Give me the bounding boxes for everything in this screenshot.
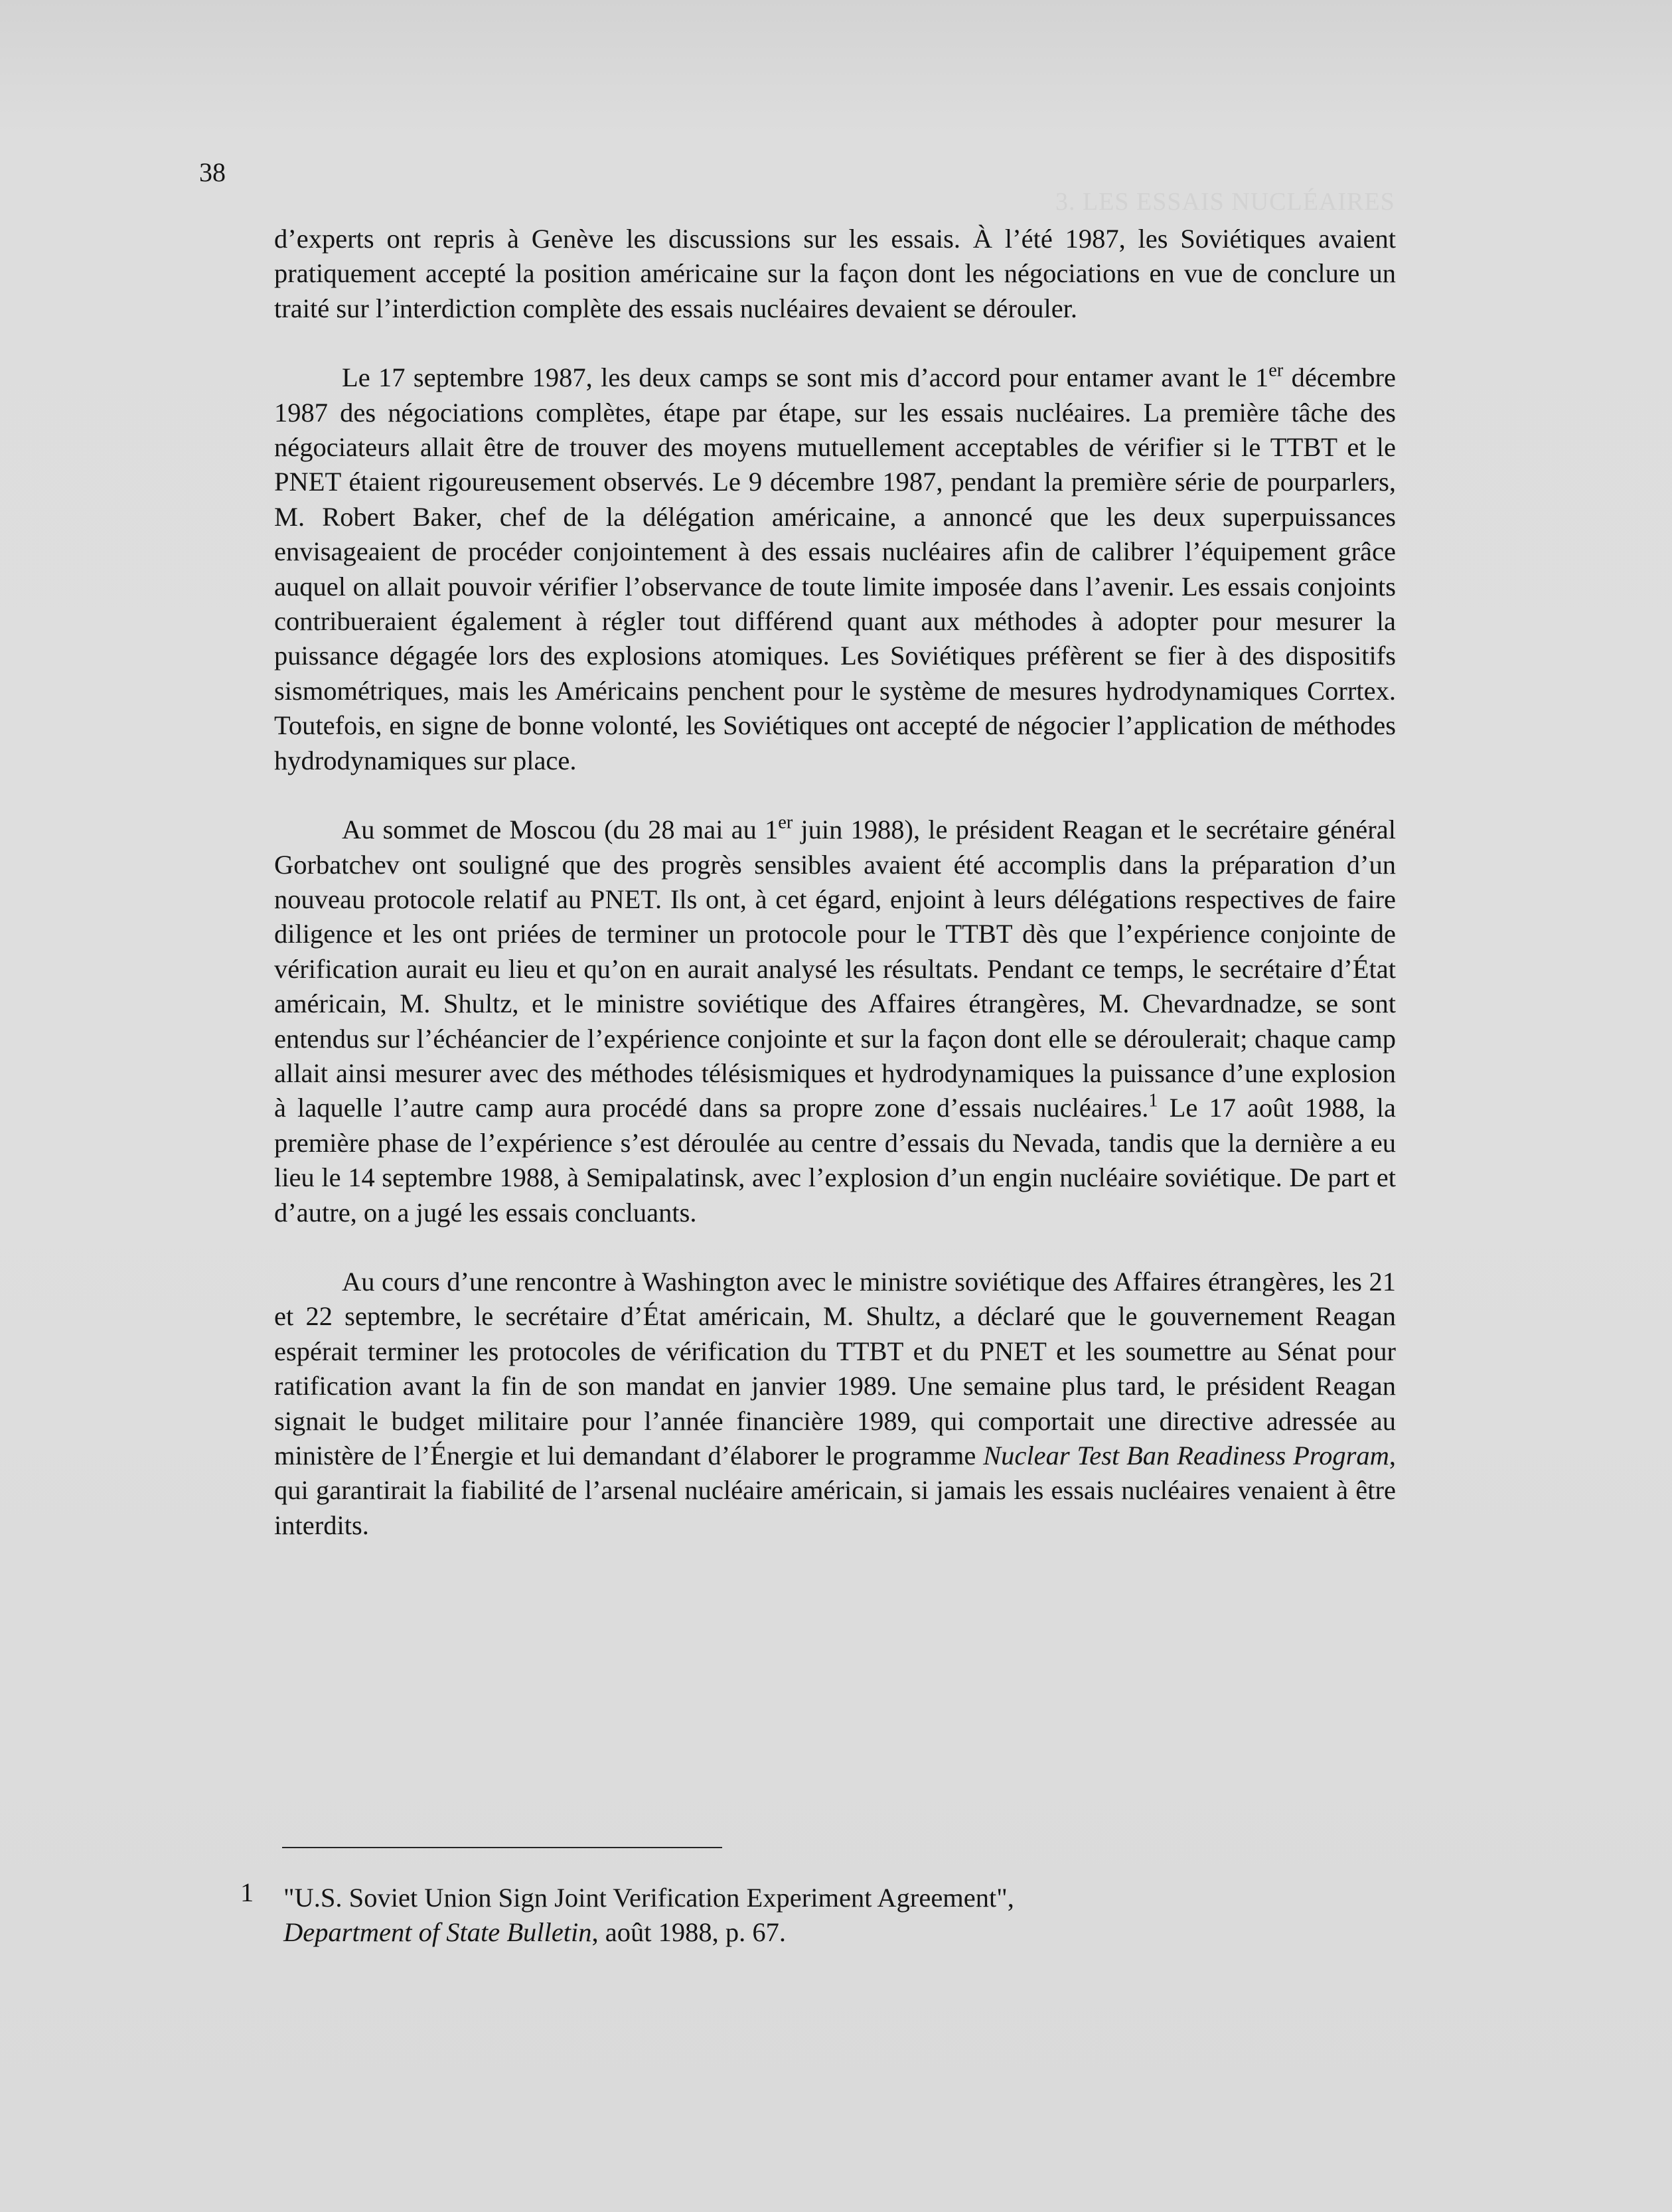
text-run: , qui garantirait la fiabilité de l’arsenal nucléaire américain, si jamais les essais nucléaires venaient à être interdits. — [274, 1441, 1396, 1540]
page-number: 38 — [199, 157, 226, 187]
paragraph-3 — [274, 813, 1396, 1230]
footnote-line-1: "U.S. Soviet Union Sign Joint Verification Experiment Agreement", — [283, 1883, 1014, 1913]
body-text — [274, 222, 1396, 1543]
bleed-through-heading: 3. LES ESSAIS NUCLÉAIRES — [1055, 188, 1395, 216]
superscript: er — [1268, 360, 1284, 381]
text-run: Au cours d’une rencontre à Washington avec le ministre soviétique des Affaires étrangères, les 21 et 22 septembre, le secrétaire d’État américain, M. Shultz, a déclaré que le gouvernement Reagan espérait terminer les protocoles de vérification du TTBT et du PNET et les soumettre au Sénat pour ratification avant la fin de son mandat en janvier 1989. Une semaine plus tard, le président Reagan signait le budget militaire pour l’année financière 1989, qui comportait une directive adressée au ministère de l’Énergie et lui demandant d’élaborer le programme — [274, 1266, 1396, 1470]
text-run: d’experts ont repris à Genève les discussions sur les essais. À l’été 1987, les Soviétiques avaient pratiquement accepté la position américaine sur la façon dont les négociations en vue de conclure un traité sur l’interdiction complète des essais nucléaires devaient se dérouler. — [274, 224, 1396, 323]
footnote-source-details: , août 1988, p. 67. — [591, 1917, 787, 1948]
superscript: er — [778, 812, 793, 833]
paragraph-1 — [274, 222, 1396, 326]
footnote-marker: 1 — [240, 1877, 254, 1907]
footnote-text — [283, 1881, 1014, 1950]
footnote-source-title: Department of State Bulletin — [283, 1917, 592, 1948]
italic-title: Nuclear Test Ban Readiness Program — [983, 1441, 1389, 1470]
superscript: 1 — [1148, 1090, 1158, 1111]
text-run: décembre 1987 des négociations complètes, étape par étape, sur les essais nucléaires. La première tâche des négociateurs allait être de trouver des moyens mutuellement acceptables de vérifier si le TTBT et le PNET étaient rigoureusement observés. Le 9 décembre 1987, pendant la première série de pourparlers, M. Robert Baker, chef de la délégation américaine, a annoncé que les deux superpuissances envisageaient de procéder conjointement à des essais nucléaires afin de calibrer l’équipement grâce auquel on allait pouvoir vérifier l’observance de toute limite imposée dans l’avenir. Les essais conjoints contribueraient également à régler tout différend quant aux méthodes à adopter pour mesurer la puissance dégagée lors des explosions atomiques. Les Soviétiques préfèrent se fier à des dispositifs sismométriques, mais les Américains penchent pour le système de mesures hydrodynamiques Corrtex. Toutefois, en signe de bonne volonté, les Soviétiques ont accepté de négocier l’application de méthodes hydrodynamiques sur place. — [274, 362, 1396, 775]
footnote-divider — [282, 1847, 722, 1848]
text-run: Le 17 septembre 1987, les deux camps se sont mis d’accord pour entamer avant le 1 — [342, 362, 1269, 393]
text-run: Le 17 août 1988, la première phase de l’expérience s’est déroulée au centre d’essais du Nevada, tandis que la dernière a eu lieu le 14 septembre 1988, à Semipalatinsk, avec l’explosion d’un engin nucléaire soviétique. De part et d’autre, on a jugé les essais concluants. — [274, 1093, 1396, 1227]
paragraph-4 — [274, 1265, 1396, 1543]
paragraph-2 — [274, 360, 1396, 778]
footnote-line-2 — [283, 1915, 1014, 1950]
text-run: Au sommet de Moscou (du 28 mai au 1 — [342, 815, 779, 845]
text-run: juin 1988), le président Reagan et le secrétaire général Gorbatchev ont souligné que des progrès sensibles avaient été accomplis dans la préparation d’un nouveau protocole relatif au PNET. Ils ont, à cet égard, enjoint à leurs délégations respectives de faire diligence et les ont priées de terminer un protocole pour le TTBT dès que l’expérience conjointe de vérification aurait eu lieu et qu’on en aurait analysé les résultats. Pendant ce temps, le secrétaire d’État américain, M. Shultz, et le ministre soviétique des Affaires étrangères, M. Chevardnadze, se sont entendus sur l’échéancier de l’expérience conjointe et sur la façon dont elle se déroulerait; chaque camp allait ainsi mesurer avec des méthodes télésismiques et hydrodynamiques la puissance d’une explosion à laquelle l’autre camp aura procédé dans sa propre zone d’essais nucléaires. — [274, 815, 1396, 1123]
